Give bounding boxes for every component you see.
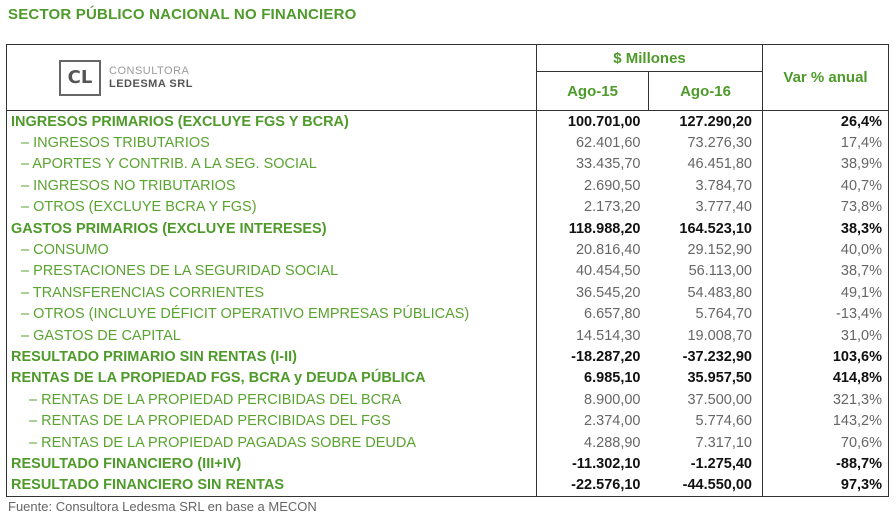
value-var: 414,8%	[763, 368, 889, 389]
value-var: -88,7%	[763, 453, 889, 474]
value-ago16: 164.523,10	[649, 218, 763, 239]
table-row	[7, 325, 889, 346]
table-row	[7, 389, 889, 410]
value-ago15: -22.576,10	[537, 475, 649, 497]
row-label: – APORTES Y CONTRIB. A LA SEG. SOCIAL	[7, 154, 537, 175]
value-ago16: 19.008,70	[649, 325, 763, 346]
value-ago15: 8.900,00	[584, 391, 641, 408]
logo-mark: CL	[59, 60, 101, 96]
value-ago16: 7.317,10	[649, 432, 763, 453]
value-ago16: 127.290,20	[649, 111, 763, 133]
header-col-a: Ago-15	[537, 72, 649, 111]
value-ago16: -44.550,00	[649, 475, 763, 497]
value-var: 97,3%	[763, 475, 889, 497]
value-ago15: 118.988,20	[568, 220, 641, 237]
page-title: SECTOR PÚBLICO NACIONAL NO FINANCIERO	[8, 6, 357, 23]
table-row	[7, 154, 889, 175]
logo-line-2: LEDESMA SRL	[109, 77, 193, 90]
table-row	[7, 175, 889, 196]
value-ago16: 46.451,80	[649, 154, 763, 175]
row-label: GASTOS PRIMARIOS (EXCLUYE INTERESES)	[7, 218, 537, 239]
value-ago16: 3.777,40	[649, 197, 763, 218]
value-var: 143,2%	[763, 410, 889, 431]
table-row	[7, 432, 889, 453]
value-ago16: 3.784,70	[649, 175, 763, 196]
row-label: – INGRESOS TRIBUTARIOS	[7, 132, 537, 153]
value-ago16: 5.774,60	[649, 410, 763, 431]
value-ago16: 56.113,00	[649, 261, 763, 282]
row-label: – INGRESOS NO TRIBUTARIOS	[7, 175, 537, 196]
value-var: -13,4%	[763, 304, 889, 325]
value-var: 103,6%	[763, 346, 889, 367]
table-row	[7, 111, 889, 133]
value-var: 38,3%	[763, 218, 889, 239]
table-row	[7, 239, 889, 260]
value-var: 70,6%	[763, 432, 889, 453]
table-row	[7, 453, 889, 474]
value-ago16: 35.957,50	[649, 368, 763, 389]
value-ago15: 62.401,60	[575, 135, 641, 152]
logo-cell	[7, 45, 537, 111]
row-label: – PRESTACIONES DE LA SEGURIDAD SOCIAL	[7, 261, 537, 282]
value-var: 17,4%	[763, 132, 889, 153]
value-ago15: 100.701,00	[567, 113, 641, 130]
value-ago15: 6.985,10	[584, 370, 641, 387]
value-ago15: 14.514,30	[575, 327, 641, 344]
value-ago16: 5.764,70	[649, 304, 763, 325]
value-var: 40,7%	[763, 175, 889, 196]
row-label: – CONSUMO	[7, 239, 537, 260]
consultora-logo	[59, 60, 536, 96]
value-var: 38,9%	[763, 154, 889, 175]
value-ago15: 2.690,50	[584, 177, 641, 194]
table-body	[7, 111, 889, 497]
row-label: – OTROS (EXCLUYE BCRA Y FGS)	[7, 197, 537, 218]
row-label: – OTROS (INCLUYE DÉFICIT OPERATIVO EMPRESAS PÚBLICAS)	[7, 304, 537, 325]
value-ago15: 36.545,20	[575, 284, 641, 301]
value-ago15: 2.173,20	[584, 199, 641, 216]
value-ago15: 4.288,90	[584, 434, 641, 451]
header-millones: $ Millones	[537, 45, 763, 72]
value-ago16: 54.483,80	[649, 282, 763, 303]
row-label: RESULTADO FINANCIERO (III+IV)	[7, 453, 537, 474]
table-row	[7, 261, 889, 282]
table-row	[7, 197, 889, 218]
row-label: – RENTAS DE LA PROPIEDAD PERCIBIDAS DEL FGS	[7, 410, 537, 431]
source-note: Fuente: Consultora Ledesma SRL en base a MECON	[8, 499, 317, 514]
table-row	[7, 475, 889, 497]
row-label: RESULTADO FINANCIERO SIN RENTAS	[7, 475, 537, 497]
row-label: RESULTADO PRIMARIO SIN RENTAS (I-II)	[7, 346, 537, 367]
value-ago15: -11.302,10	[571, 455, 641, 472]
value-var: 40,0%	[763, 239, 889, 260]
value-ago15: -18.287,20	[571, 348, 641, 365]
value-ago16: 37.500,00	[649, 389, 763, 410]
value-ago15: 20.816,40	[575, 242, 641, 259]
value-var: 31,0%	[763, 325, 889, 346]
table-row	[7, 410, 889, 431]
row-label: – TRANSFERENCIAS CORRIENTES	[7, 282, 537, 303]
header-var: Var % anual	[763, 45, 889, 111]
value-ago15: 40.454,50	[575, 263, 641, 280]
value-var: 38,7%	[763, 261, 889, 282]
value-var: 49,1%	[763, 282, 889, 303]
fiscal-table	[6, 44, 888, 497]
row-label: INGRESOS PRIMARIOS (EXCLUYE FGS Y BCRA)	[7, 111, 537, 133]
table-row	[7, 218, 889, 239]
row-label: RENTAS DE LA PROPIEDAD FGS, BCRA y DEUDA PÚBLICA	[7, 368, 537, 389]
value-ago15: 2.374,00	[584, 413, 641, 430]
table-row	[7, 368, 889, 389]
value-ago16: -37.232,90	[649, 346, 763, 367]
header-col-b: Ago-16	[649, 72, 763, 111]
value-ago15: 33.435,70	[575, 156, 641, 173]
value-var: 321,3%	[763, 389, 889, 410]
table-row	[7, 132, 889, 153]
value-ago16: 29.152,90	[649, 239, 763, 260]
row-label: – RENTAS DE LA PROPIEDAD PAGADAS SOBRE DEUDA	[7, 432, 537, 453]
logo-line-1: CONSULTORA	[109, 64, 190, 77]
table-row	[7, 304, 889, 325]
row-label: – RENTAS DE LA PROPIEDAD PERCIBIDAS DEL BCRA	[7, 389, 537, 410]
value-var: 26,4%	[763, 111, 889, 133]
value-ago15: 6.657,80	[584, 306, 641, 323]
value-ago16: 73.276,30	[649, 132, 763, 153]
value-var: 73,8%	[763, 197, 889, 218]
table-row	[7, 282, 889, 303]
table-row	[7, 346, 889, 367]
row-label: – GASTOS DE CAPITAL	[7, 325, 537, 346]
value-ago16: -1.275,40	[649, 453, 763, 474]
